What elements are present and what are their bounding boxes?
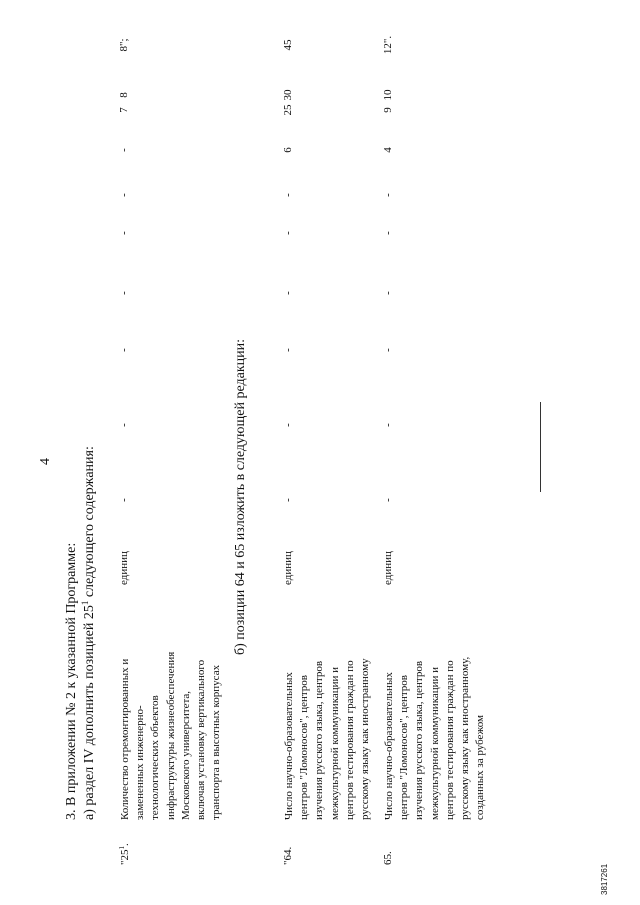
separator-line bbox=[540, 402, 541, 492]
row-name-line: русскому языку как иностранному bbox=[359, 658, 372, 820]
row-value: 9 bbox=[382, 107, 394, 113]
row-value: - bbox=[118, 148, 130, 152]
row-value: 30 bbox=[282, 89, 294, 101]
row-name-line: включая установку вертикального bbox=[195, 659, 208, 820]
row-name-line: технологических объектов bbox=[149, 695, 162, 820]
row-name-line: Количество отремонтированных и bbox=[119, 658, 131, 820]
row-value: - bbox=[282, 348, 294, 352]
row-value: 7 bbox=[118, 107, 130, 113]
row-name-line: межкультурной коммуникации и bbox=[428, 666, 441, 820]
row-value: - bbox=[118, 423, 130, 427]
row-value: - bbox=[382, 193, 394, 197]
row-value: 45 bbox=[282, 39, 294, 51]
row-value: - bbox=[282, 231, 294, 235]
row-name-line: транспорта в высотных корпусах bbox=[210, 664, 223, 820]
row-number-text: "25 bbox=[119, 849, 131, 865]
subheading-a-post: следующего содержания: bbox=[82, 446, 97, 601]
row-number: 65. bbox=[382, 851, 394, 865]
row-value: - bbox=[118, 231, 130, 235]
section-heading: 3. В приложении № 2 к указанной Программе: bbox=[64, 542, 79, 820]
row-value: - bbox=[382, 348, 394, 352]
page-number: 4 bbox=[38, 458, 53, 465]
subheading-a-pre: а) раздел IV дополнить позицией 25 bbox=[82, 605, 97, 820]
row-name-line: центров "Ломоносов", центров bbox=[298, 675, 311, 820]
row-value: - bbox=[282, 423, 294, 427]
row-number: "64. bbox=[282, 846, 294, 865]
row-number-sup: 1 bbox=[118, 846, 126, 850]
row-value: - bbox=[282, 498, 294, 502]
row-name bbox=[118, 600, 224, 820]
row-name-line: изучения русского языка, центров bbox=[413, 660, 426, 820]
row-value: - bbox=[118, 348, 130, 352]
row-name-line: изучения русского языка, центров bbox=[313, 660, 326, 820]
row-value: 8"; bbox=[118, 38, 130, 52]
row-name-line: Московского университета, bbox=[179, 690, 192, 820]
row-value: - bbox=[282, 193, 294, 197]
subheading-a bbox=[80, 446, 98, 820]
row-value: 4 bbox=[382, 147, 394, 153]
row-name-line: Число научно-образовательных bbox=[383, 672, 395, 820]
row-value: - bbox=[382, 498, 394, 502]
row-value: 6 bbox=[282, 147, 294, 153]
subheading-b: б) позиции 64 и 65 изложить в следующей редакции: bbox=[233, 338, 248, 655]
row-value: - bbox=[118, 193, 130, 197]
row-value: 12". bbox=[382, 35, 394, 55]
row-name bbox=[382, 600, 488, 820]
row-value: 25 bbox=[282, 104, 294, 116]
row-unit: единиц bbox=[282, 551, 294, 585]
row-name-line: замененных инженерно- bbox=[134, 705, 147, 820]
subheading-a-sup: 1 bbox=[80, 600, 90, 606]
row-name-line: русскому языку как иностранному, bbox=[459, 656, 472, 820]
row-name bbox=[282, 600, 373, 820]
row-unit: единиц bbox=[382, 551, 394, 585]
row-value: 10 bbox=[382, 89, 394, 101]
row-name-line: центров "Ломоносов", центров bbox=[398, 675, 411, 820]
row-name-line: Число научно-образовательных bbox=[283, 672, 295, 820]
row-name-line: инфраструктуры жизнеобеспечения bbox=[164, 651, 177, 820]
row-value: - bbox=[118, 291, 130, 295]
row-name-line: межкультурной коммуникации и bbox=[328, 666, 341, 820]
row-name-line: центров тестирования граждан по bbox=[443, 660, 456, 820]
row-value: - bbox=[382, 291, 394, 295]
row-number-post: . bbox=[119, 843, 131, 846]
row-name-line: центров тестирования граждан по bbox=[343, 660, 356, 820]
row-value: - bbox=[382, 231, 394, 235]
row-value: - bbox=[282, 291, 294, 295]
row-value: - bbox=[382, 423, 394, 427]
row-value: - bbox=[118, 498, 130, 502]
row-name-line: созданных за рубежом bbox=[474, 714, 487, 820]
document-code: 3817261 bbox=[600, 863, 609, 895]
row-unit: единиц bbox=[118, 551, 130, 585]
row-value: 8 bbox=[118, 92, 130, 98]
row-number bbox=[118, 843, 131, 865]
